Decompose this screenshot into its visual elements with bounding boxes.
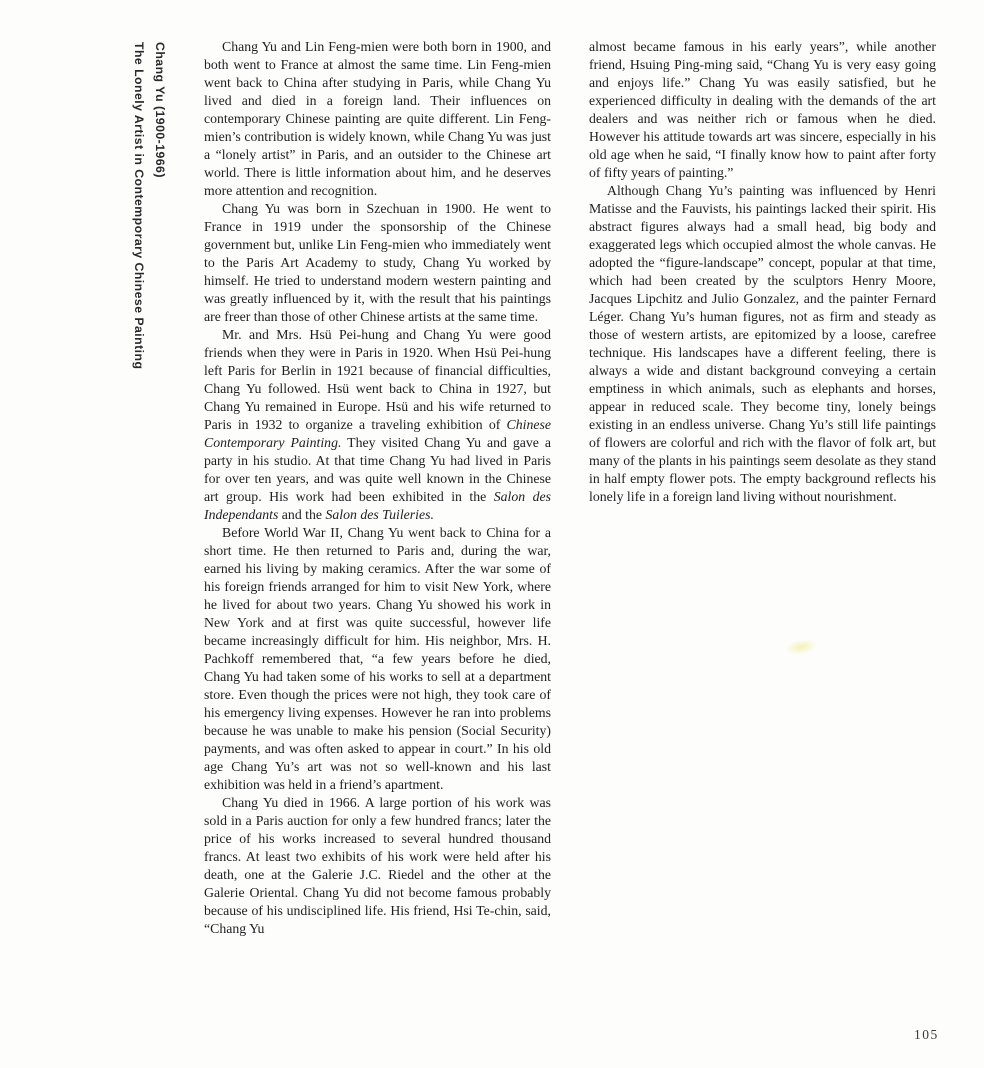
margin-title — [128, 42, 170, 402]
text-run: Chang Yu and Lin Feng-mien were both born in 1900, and both went to France at almost the same time. Lin Feng-mien went back to China after studying in Paris, while Chang Yu lived and died in a foreign land. Their influences on contemporary Chinese painting are quite different. Lin Feng-mien’s contribution is widely known, while Chang Yu was just a “lonely artist” in Paris, and an outsider to the Chinese art world. There is little information about him, and he deserves more attention and recognition. — [204, 39, 551, 198]
text-run: Mr. and Mrs. Hsü Pei-hung and Chang Yu were good friends when they were in Paris in 1920. When Hsü Pei-hung left Paris for Berlin in 1921 because of financial difficulties, Chang Yu followed. Hsü went back to China in 1927, but Chang Yu remained in Europe. Hsü and his wife returned to Paris in 1932 to organize a traveling exhibition of — [204, 327, 551, 432]
text-run: Before World War II, Chang Yu went back to China for a short time. He then returned to Paris and, during the war, earned his living by making ceramics. After the war some of his foreign friends arranged for him to visit New York, where he lived for about two years. Chang Yu showed his work in New York and at first was quite successful, however life became increasingly difficult for him. His neighbor, Mrs. H. Pachkoff remembered that, “a few years before he died, Chang Yu had taken some of his works to sell at a department store. Even though the prices were not high, they took care of his emergency living expenses. However he ran into problems because he was unable to make his pension (Social Security) payments, and was often asked to appear in court.” In his old age Chang Yu’s art was not so well-known and his last exhibition was held in a friend’s apartment. — [204, 525, 551, 792]
paragraph — [589, 38, 936, 182]
page-number: 105 — [914, 1027, 939, 1042]
paragraph — [204, 524, 551, 794]
paragraph — [204, 200, 551, 326]
paragraph — [204, 38, 551, 200]
margin-title-line1: Chang Yu (1900-1966) — [153, 42, 167, 178]
text-run: almost became famous in his early years”, while another friend, Hsuing Ping-ming said, “Chang Yu is very easy going and enjoys life.” Chang Yu was easily satisfied, but he experienced difficulty in dealing with the demands of the art dealers and was neither rich or famous when he died. However his attitude towards art was sincere, especially in his old age when he said, “I finally know how to paint after forty of fifty years of painting.” — [589, 39, 936, 180]
left-text-column — [204, 38, 551, 938]
italic-text-run: Chinese Contemporary Painting. — [204, 417, 551, 450]
text-run: Although Chang Yu’s painting was influenced by Henri Matisse and the Fauvists, his paintings lacked their spirit. His abstract figures always had a small head, big body and exaggerated legs which occupied almost the whole canvas. He adopted the “figure-landscape” concept, popular at that time, which had been created by the sculptors Henry Moore, Jacques Lipchitz and Julio Gonzalez, and the painter Fernard Léger. Chang Yu’s human figures, not as firm and steady as those of western artists, are epitomized by a loose, carefree technique. His landscapes have a different feeling, there is always a wide and distant background conveying a certain emptiness in which animals, such as elephants and horses, appear in reduced scale. They become tiny, lonely beings existing in an endless universe. Chang Yu’s still life paintings of flowers are colorful and rich with the flavor of folk art, but many of the plants in his paintings seem desolate as they stand in half empty flower pots. The empty background reflects his lonely life in a foreign land living without nourishment. — [589, 183, 936, 504]
text-run: They visited Chang Yu and gave a party in his studio. At that time Chang Yu had lived in Paris for over ten years, and was quite well known in the Chinese art group. His work had been exhibited in the — [204, 435, 551, 504]
italic-text-run: Salon des Independants — [204, 489, 551, 522]
paragraph — [589, 182, 936, 506]
paragraph — [204, 326, 551, 524]
scan-artifact-mark — [785, 638, 817, 657]
margin-title-line2: The Lonely Artist in Contemporary Chinese Painting — [132, 42, 146, 370]
text-run: and the — [278, 507, 326, 522]
italic-text-run: Salon des Tuileries. — [325, 507, 434, 522]
text-run: Chang Yu died in 1966. A large portion of his work was sold in a Paris auction for only a few hundred francs; later the price of his works increased to several hundred thousand francs. At least two exhibits of his work were held after his death, one at the Galerie J.C. Riedel and the other at the Galerie Oriental. Chang Yu did not become famous probably because of his undisciplined life. His friend, Hsi Te-chin, said, “Chang Yu — [204, 795, 551, 936]
paragraph — [204, 794, 551, 938]
right-text-column — [589, 38, 936, 506]
text-run: Chang Yu was born in Szechuan in 1900. He went to France in 1919 under the sponsorship of the Chinese government but, unlike Lin Feng-mien who immediately went to the Paris Art Academy to study, Chang Yu worked by himself. He tried to understand modern western painting and was greatly influenced by it, with the result that his paintings are freer than those of other Chinese artists at the same time. — [204, 201, 551, 324]
